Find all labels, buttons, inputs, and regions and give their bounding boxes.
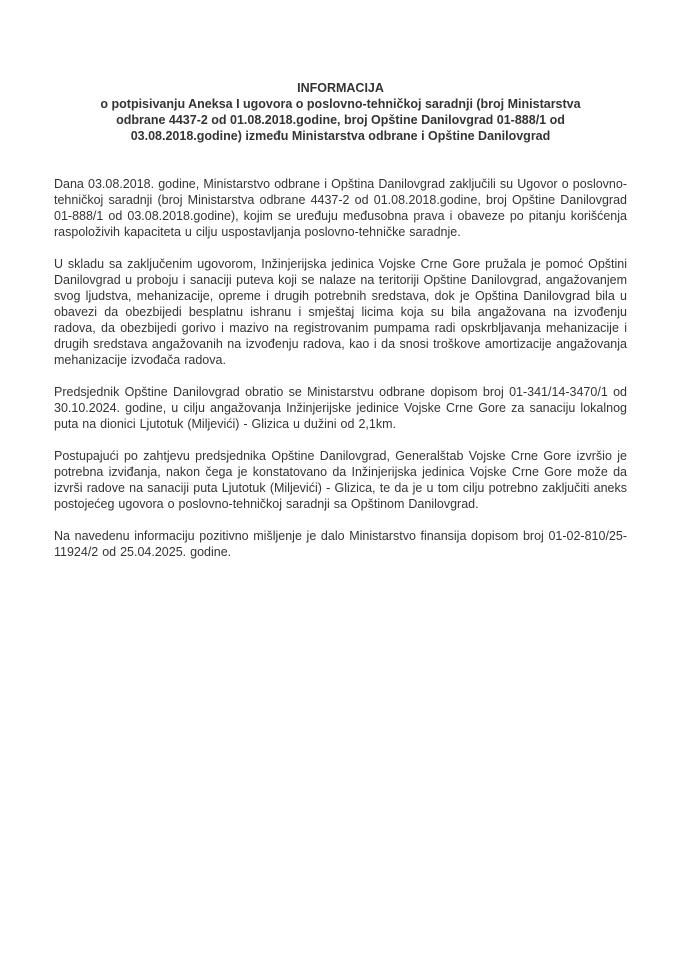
paragraph-general-staff-assessment: Postupajući po zahtjevu predsjednika Opštine Danilovgrad, Generalštab Vojske Crne Gore izvršio je potrebna izviđanja, nakon čega je konstatovano da Inžinjerijska jedinica Vojske Crne Gore može da izvrši radove na sanaciji puta Ljutotuk (Miljevići) - Glizica, te da je u tom cilju potrebno zaključiti aneks postojećeg ugovora o poslovno-tehničkoj saradnji sa Opštinom Danilovgrad. [54, 449, 627, 511]
document-subtitle: o potpisivanju Aneksa I ugovora o poslovno-tehničkoj saradnji (broj Ministarstva odbrane 4437-2 od 01.08.2018.godine, broj Opštine Danilovgrad 01-888/1 od 03.08.2018.godine) između Ministarstva odbrane i Opštine Danilovgrad [100, 97, 581, 143]
paragraph-intro-contract: Dana 03.08.2018. godine, Ministarstvo odbrane i Opština Danilovgrad zaključili su Ugovor o poslovno-tehničkoj saradnji (broj Ministarstva odbrane 4437-2 od 01.08.2018.godine, broj Opštine Danilovgrad 01-888/1 od 03.08.2018.godine), kojim se uređuju međusobna prava i obaveze po pitanju korišćenja raspoloživih kapaciteta u cilju uspostavljanja poslovno-tehničke saradnje. [54, 177, 627, 239]
document-title: INFORMACIJA [297, 81, 384, 95]
document-title-block [54, 80, 627, 144]
paragraph-finance-ministry-opinion: Na navedenu informaciju pozitivno mišljenje je dalo Ministarstvo finansija dopisom broj 01-02-810/25-11924/2 od 25.04.2025. godine. [54, 529, 627, 559]
paragraph-contract-obligations: U skladu sa zaključenim ugovorom, Inžinjerijska jedinica Vojske Crne Gore pružala je pomoć Opštini Danilovgrad u proboju i sanaciji puteva koji se nalaze na teritoriji Opštine Danilovgrad, angažovanjem svog ljudstva, mehanizacije, opreme i drugih potrebnih sredstava, dok je Opština Danilovgrad bila u obavezi da obezbijedi besplatnu ishranu i smještaj licima koja su bila angažovana na izvođenju radova, da obezbijedi gorivo i mazivo na registrovanim pumpama radi opskrbljavanja mehanizacije i drugih sredstava angažovanih na izvođenju radova, kao i da snosi troškove amortizacije angažovanja mehanizacije izvođača radova. [54, 257, 627, 367]
paragraph-mayor-request: Predsjednik Opštine Danilovgrad obratio se Ministarstvu odbrane dopisom broj 01-341/14-3470/1 od 30.10.2024. godine, u cilju angažovanja Inžinjerijske jedinice Vojske Crne Gore za sanaciju lokalnog puta na dionici Ljutotuk (Miljevići) - Glizica u dužini od 2,1km. [54, 385, 627, 431]
